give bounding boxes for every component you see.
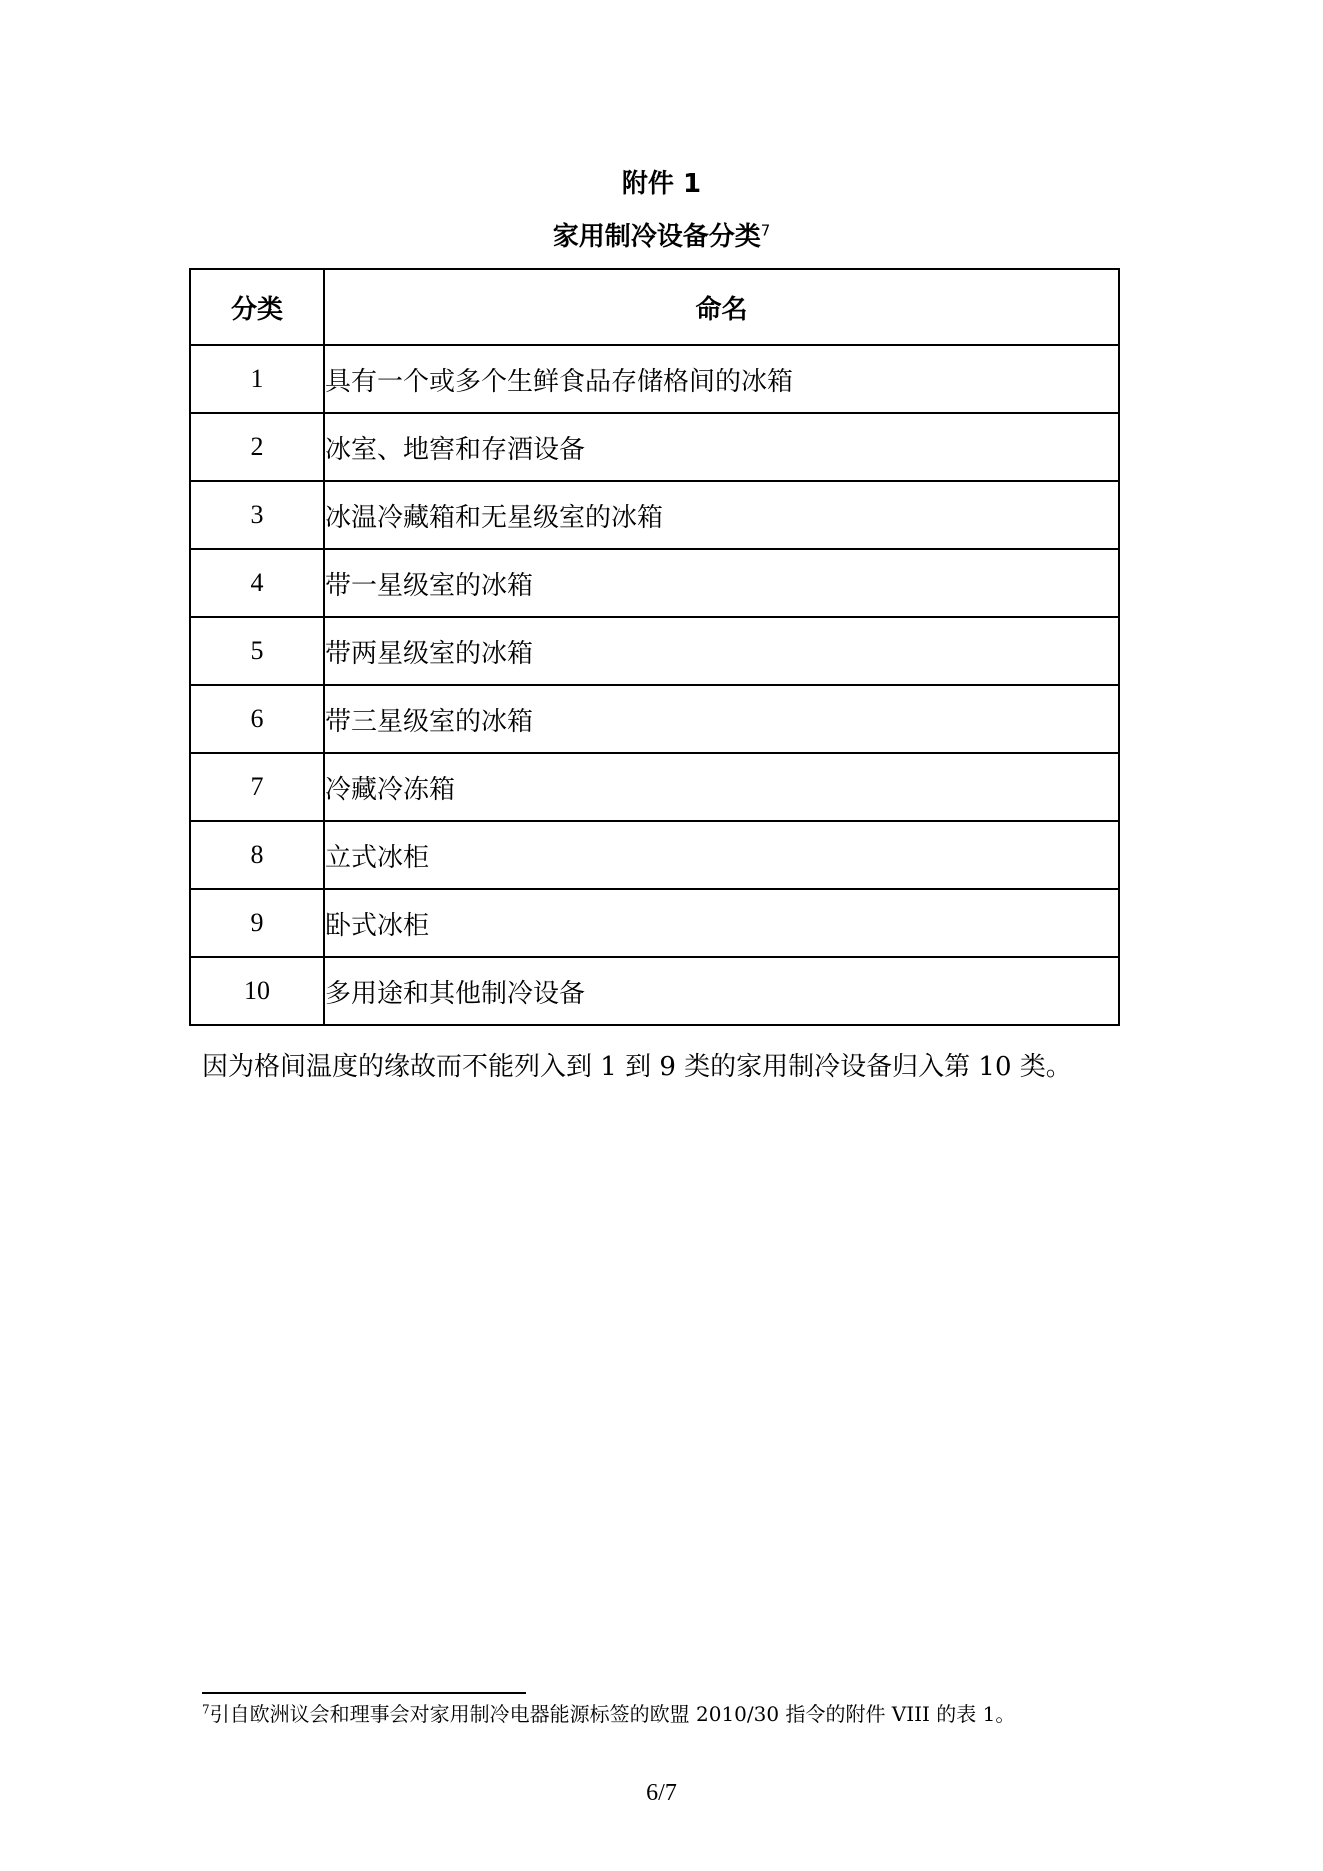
footnote-divider [202,1692,526,1694]
footnote-reference[interactable]: 7 [760,221,771,240]
table-row [190,957,1119,1025]
category-cell: 4 [190,549,324,617]
name-cell: 立式冰柜 [324,821,1119,889]
classification-table [189,268,1120,1026]
name-cell: 带一星级室的冰箱 [324,549,1119,617]
table-title-text: 家用制冷设备分类 [552,222,761,252]
table-header-row [190,269,1119,345]
name-cell: 卧式冰柜 [324,889,1119,957]
category-cell: 5 [190,617,324,685]
name-cell: 多用途和其他制冷设备 [324,957,1119,1025]
name-cell: 带三星级室的冰箱 [324,685,1119,753]
table-row [190,753,1119,821]
category-cell: 10 [190,957,324,1025]
name-cell: 具有一个或多个生鲜食品存储格间的冰箱 [324,345,1119,413]
category-cell: 1 [190,345,324,413]
table-row [190,617,1119,685]
category-cell: 6 [190,685,324,753]
table-row [190,481,1119,549]
name-cell: 冷藏冷冻箱 [324,753,1119,821]
table-row [190,345,1119,413]
category-cell: 9 [190,889,324,957]
page-number: 6/7 [646,1780,677,1806]
header-name: 命名 [324,269,1119,345]
name-cell: 冰室、地窖和存酒设备 [324,413,1119,481]
footnote [202,1700,1015,1728]
category-cell: 7 [190,753,324,821]
name-cell: 冰温冷藏箱和无星级室的冰箱 [324,481,1119,549]
table-row [190,685,1119,753]
table-row [190,549,1119,617]
table-row [190,821,1119,889]
name-cell: 带两星级室的冰箱 [324,617,1119,685]
table-row [190,413,1119,481]
table-title [0,222,1323,252]
classification-note: 因为格间温度的缘故而不能列入到 1 到 9 类的家用制冷设备归入第 10 类。 [202,1052,1072,1082]
footnote-text: 引自欧洲议会和理事会对家用制冷电器能源标签的欧盟 2010/30 指令的附件 VIII 的表 1。 [209,1702,1016,1726]
table-row [190,889,1119,957]
category-cell: 3 [190,481,324,549]
annex-title: 附件 1 [621,169,702,199]
category-cell: 2 [190,413,324,481]
footnote-marker: 7 [202,1702,210,1717]
header-category: 分类 [190,269,324,345]
category-cell: 8 [190,821,324,889]
